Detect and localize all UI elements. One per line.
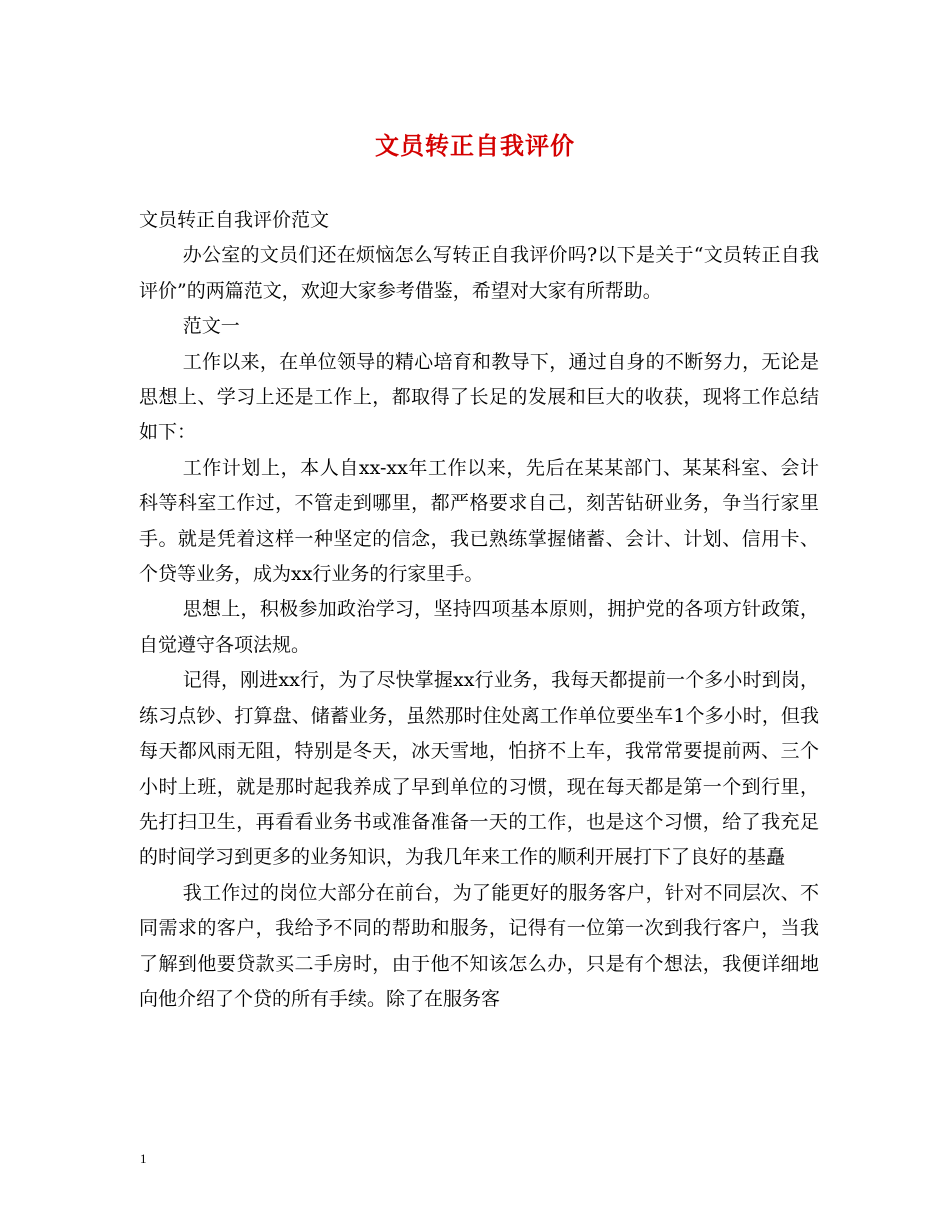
document-subtitle: 文员转正自我评价范文 <box>139 209 330 231</box>
document-body <box>139 203 819 1017</box>
section-heading: 范文一 <box>182 315 240 338</box>
paragraph: 工作计划上，本人自xx-xx年工作以来，先后在某某部门、某某科室、会计科等科室工作过，不管走到哪里，都严格要求自己，刻苦钻研业务，争当行家里手。就是凭着这样一种坚定的信念，我已熟练掌握储蓄、会计、计划、信用卡、个贷等业务，成为xx行业务的行家里手。 <box>139 456 819 586</box>
page-number: 1 <box>140 1151 147 1166</box>
paragraph: 思想上，积极参加政治学习，坚持四项基本原则，拥护党的各项方针政策，自觉遵守各项法规。 <box>139 598 819 656</box>
document-title: 文员转正自我评价 <box>375 131 575 160</box>
paragraph: 我工作过的岗位大部分在前台，为了能更好的服务客户，针对不同层次、不同需求的客户，我给予不同的帮助和服务，记得有一位第一次到我行客户，当我了解到他要贷款买二手房时，由于他不知该怎么办，只是有个想法，我便详细地向他介绍了个贷的所有手续。除了在服务客 <box>139 881 819 1010</box>
paragraph: 记得，刚进xx行，为了尽快掌握xx行业务，我每天都提前一个多小时到岗，练习点钞、打算盘、储蓄业务，虽然那时住处离工作单位要坐车1个多小时，但我每天都风雨无阻，特别是冬天，冰天雪地，怕挤不上车，我常常要提前两、三个小时上班，就是那时起我养成了早到单位的习惯，现在每天都是第一个到行里，先打扫卫生，再看看业务书或准备准备一天的工作，也是这个习惯，给了我充足的时间学习到更多的业务知识，为我几年来工作的顺利开展打下了良好的基矗 <box>139 669 819 869</box>
paragraph: 工作以来，在单位领导的精心培育和教导下，通过自身的不断努力，无论是思想上、学习上还是工作上，都取得了长足的发展和巨大的收获，现将工作总结如下： <box>139 350 819 444</box>
paragraph-intro: 办公室的文员们还在烦恼怎么写转正自我评价吗?以下是关于“文员转正自我评价”的两篇范文，欢迎大家参考借鉴，希望对大家有所帮助。 <box>139 244 819 302</box>
